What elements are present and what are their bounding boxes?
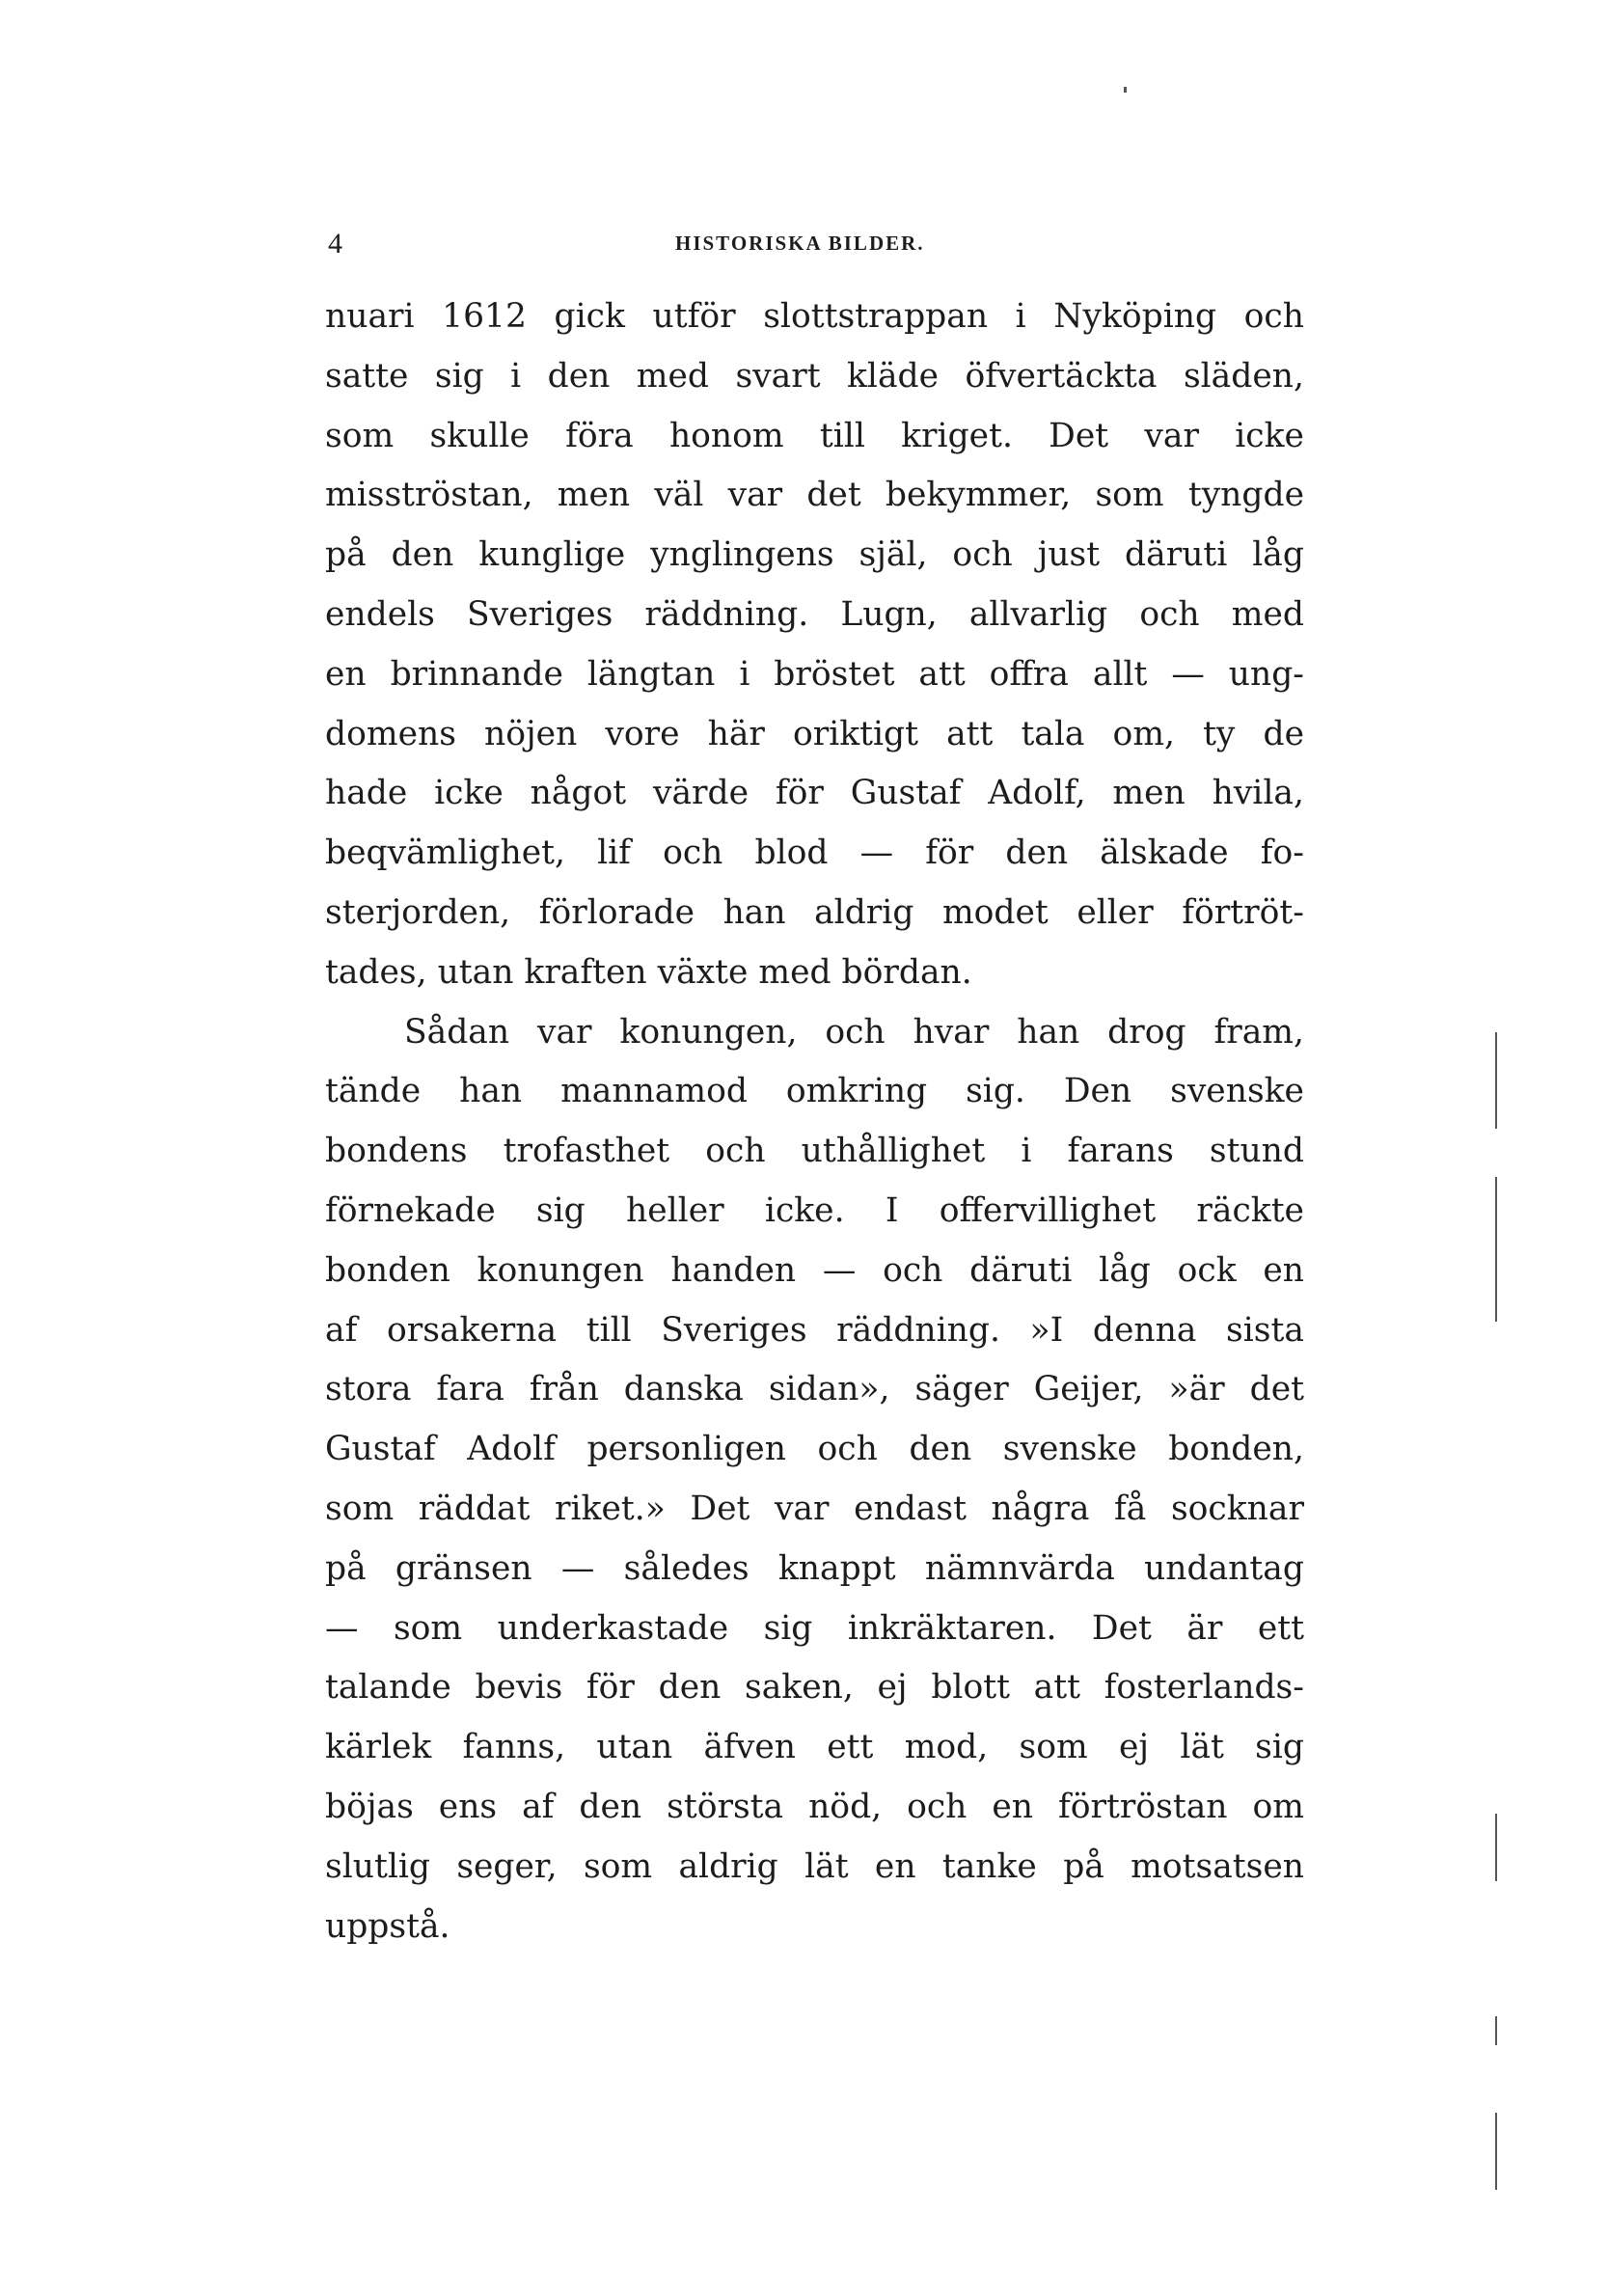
text-line: kärlek fanns, utan äfven ett mod, som ej lät sig — [325, 1728, 1304, 1767]
text-line: Gustaf Adolf personligen och den svenske bonden, — [325, 1430, 1304, 1469]
scan-mark — [1495, 1032, 1497, 1129]
text-line: satte sig i den med svart kläde öfvertäckta släden, — [325, 356, 1304, 396]
text-line: bonden konungen handen — och däruti låg ock en — [325, 1250, 1304, 1290]
text-line: beqvämlighet, lif och blod — för den älskade fo- — [325, 834, 1304, 873]
text-line: förnekade sig heller icke. I offervillighet räckte — [325, 1190, 1304, 1230]
scan-mark — [1495, 2016, 1497, 2045]
scan-mark — [1124, 87, 1127, 93]
text-line: på gränsen — således knappt nämnvärda undantag — [325, 1548, 1304, 1588]
text-line: hade icke något värde för Gustaf Adolf, men hvila, — [325, 774, 1304, 813]
text-line: endels Sveriges räddning. Lugn, allvarlig och med — [325, 594, 1304, 634]
text-line: en brinnande längtan i bröstet att offra allt — ung- — [325, 654, 1304, 694]
text-line: uppstå. — [325, 1906, 450, 1946]
text-line: — som underkastade sig inkräktaren. Det är ett — [325, 1608, 1304, 1648]
text-line: domens nöjen vore här oriktigt att tala om, ty de — [325, 714, 1304, 753]
page-header — [328, 228, 1293, 266]
running-head: HISTORISKA BILDER. — [675, 232, 925, 255]
paragraph — [325, 1003, 1304, 1957]
page-number: 4 — [328, 228, 342, 260]
text-line: på den kunglige ynglingens själ, och just däruti låg — [325, 535, 1304, 575]
text-line: talande bevis för den saken, ej blott att fosterlands- — [325, 1668, 1304, 1708]
text-line: som räddat riket.» Det var endast några få socknar — [325, 1489, 1304, 1528]
text-line: stora fara från danska sidan», säger Geijer, »är det — [325, 1370, 1304, 1409]
body-text — [325, 287, 1304, 1956]
text-line: tades, utan kraften växte med bördan. — [325, 952, 972, 992]
text-line: af orsakerna till Sveriges räddning. »I denna sista — [325, 1310, 1304, 1350]
text-line: sterjorden, förlorade han aldrig modet eller förtröt- — [325, 892, 1304, 932]
text-line: som skulle föra honom till kriget. Det var icke — [325, 416, 1304, 455]
text-line: böjas ens af den största nöd, och en förtröstan om — [325, 1787, 1304, 1826]
text-line: slutlig seger, som aldrig lät en tanke på motsatsen — [325, 1846, 1304, 1886]
text-line: tände han mannamod omkring sig. Den svenske — [325, 1072, 1304, 1111]
scan-mark — [1495, 2113, 1497, 2190]
scan-mark — [1495, 1814, 1497, 1881]
text-line: nuari 1612 gick utför slottstrappan i Nyköping och — [325, 297, 1304, 336]
text-line: Sådan var konungen, och hvar han drog fram, — [404, 1012, 1304, 1052]
text-line: bondens trofasthet och uthållighet i farans stund — [325, 1132, 1304, 1171]
text-line: misströstan, men väl var det bekymmer, som tyngde — [325, 476, 1304, 515]
scan-mark — [1495, 1177, 1497, 1322]
paragraph — [325, 287, 1304, 1003]
